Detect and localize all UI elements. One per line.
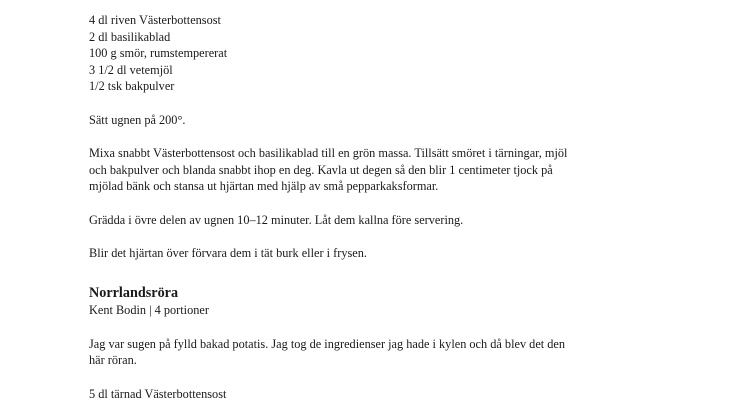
document-page [89, 12, 689, 402]
recipe1-ingredient-list [89, 12, 689, 95]
recipe1-step-line: mjölad bänk och stansa ut hjärtan med hjälp av små pepparkaksformar. [89, 179, 439, 194]
recipe1-step-line: Mixa snabbt Västerbottensost och basilikablad till en grön massa. Tillsätt smöret i tärningar, mjöl [89, 146, 568, 161]
recipe2-ingredient: 5 dl tärnad Västerbottensost [89, 386, 227, 401]
recipe2-title: Norrlandsröra [89, 285, 179, 302]
recipe2-intro-line: här röran. [89, 353, 137, 368]
recipe2-header [89, 285, 689, 319]
recipe1-step-line: Blir det hjärtan över förvara dem i tät burk eller i frysen. [89, 246, 367, 261]
recipe1-step-line: Sätt ugnen på 200°. [89, 112, 186, 127]
recipe1-step-oven [89, 112, 689, 129]
recipe1-step-mix [89, 145, 689, 195]
recipe1-ingredient: 1/2 tsk bakpulver [89, 79, 175, 94]
recipe1-step-line: och bakpulver och blanda snabbt ihop en deg. Kavla ut degen så den blir 1 centimeter tjock på [89, 162, 553, 177]
recipe1-step-storage [89, 245, 689, 262]
recipe1-ingredient: 2 dl basilikablad [89, 29, 171, 44]
recipe1-step-line: Grädda i övre delen av ugnen 10–12 minuter. Låt dem kallna före servering. [89, 212, 464, 227]
recipe2-author-servings: Kent Bodin | 4 portioner [89, 303, 209, 318]
recipe2-ingredient-list [89, 386, 689, 403]
recipe2-intro-line: Jag var sugen på fylld bakad potatis. Jag tog de ingredienser jag hade i kylen och då blev det den [89, 336, 566, 351]
recipe1-ingredient: 3 1/2 dl vetemjöl [89, 62, 173, 77]
recipe1-ingredient: 4 dl riven Västerbottensost [89, 13, 221, 27]
recipe1-step-bake [89, 212, 689, 229]
recipe2-intro [89, 336, 689, 369]
recipe1-ingredient: 100 g smör, rumstempererat [89, 46, 228, 61]
